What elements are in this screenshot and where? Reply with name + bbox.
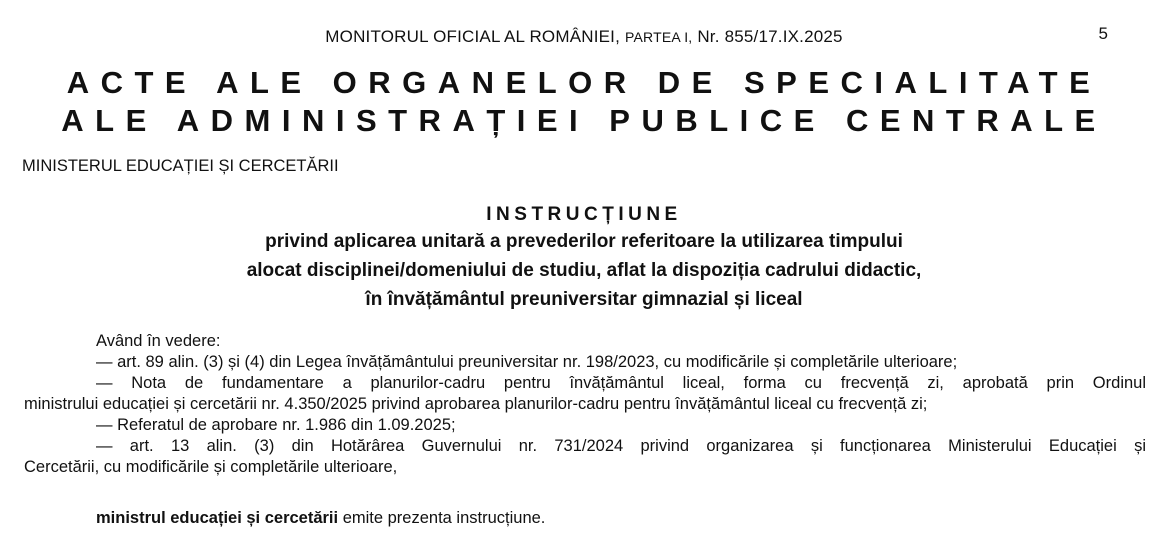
document-subtitle-line-1: privind aplicarea unitară a prevederilor referitoare la utilizarea timpului <box>265 231 903 252</box>
section-title-line-2: ALE ADMINISTRAȚIEI PUBLICE CENTRALE <box>61 103 1107 138</box>
publication-name: MONITORUL OFICIAL AL ROMÂNIEI, <box>325 27 621 46</box>
preamble-item-text-continued: ministrului educației și cercetării nr. 4.350/2025 privind aprobarea planurilor-cadru pentru învățământul liceal cu frecvență zi; <box>24 395 928 413</box>
preamble-item-1 <box>24 352 1146 373</box>
document-subtitle-line-2: alocat disciplinei/domeniului de studiu, aflat la dispoziția cadrului didactic, <box>246 260 922 281</box>
publication-part: PARTEA I, <box>624 29 693 45</box>
preamble-intro-text: Având în vedere: <box>96 332 221 350</box>
closing-statement <box>96 509 545 528</box>
document-type: INSTRUCȚIUNE <box>486 204 682 225</box>
page-header <box>0 27 1168 47</box>
preamble-item-text-continued: Cercetării, cu modificările și completările ulterioare, <box>24 458 398 476</box>
preamble-item-3-text: — Referatul de aprobare nr. 1.986 din 1.09.2025; <box>96 416 456 434</box>
preamble-intro <box>24 331 1146 352</box>
preamble-item-2 <box>24 373 1146 436</box>
issuing-authority: ministrul educației și cercetării <box>96 509 339 527</box>
page-number: 5 <box>1098 24 1108 43</box>
section-title-line-1: ACTE ALE ORGANELOR DE SPECIALITATE <box>66 65 1102 100</box>
closing-text: emite prezenta instrucțiune. <box>338 509 546 527</box>
preamble-item-text: — Nota de fundamentare a planurilor-cadru pentru învățământul liceal, forma cu frecvență zi, aprobată prin Ordinul <box>96 374 1146 392</box>
preamble-item-text: — art. 13 alin. (3) din Hotărârea Guvernului nr. 731/2024 privind organizarea și funcționarea Ministerului Educației și <box>96 437 1146 455</box>
issuer-name: MINISTERUL EDUCAȚIEI ȘI CERCETĂRII <box>22 157 339 175</box>
issue-number: Nr. 855/17.IX.2025 <box>697 27 843 46</box>
document-subtitle-line-3: în învățământul preuniversitar gimnazial și liceal <box>365 289 803 310</box>
preamble-item-4 <box>24 436 1146 478</box>
preamble-item-text: — art. 89 alin. (3) și (4) din Legea învățământului preuniversitar nr. 198/2023, cu modificările și completările ulterioare; <box>96 353 958 371</box>
